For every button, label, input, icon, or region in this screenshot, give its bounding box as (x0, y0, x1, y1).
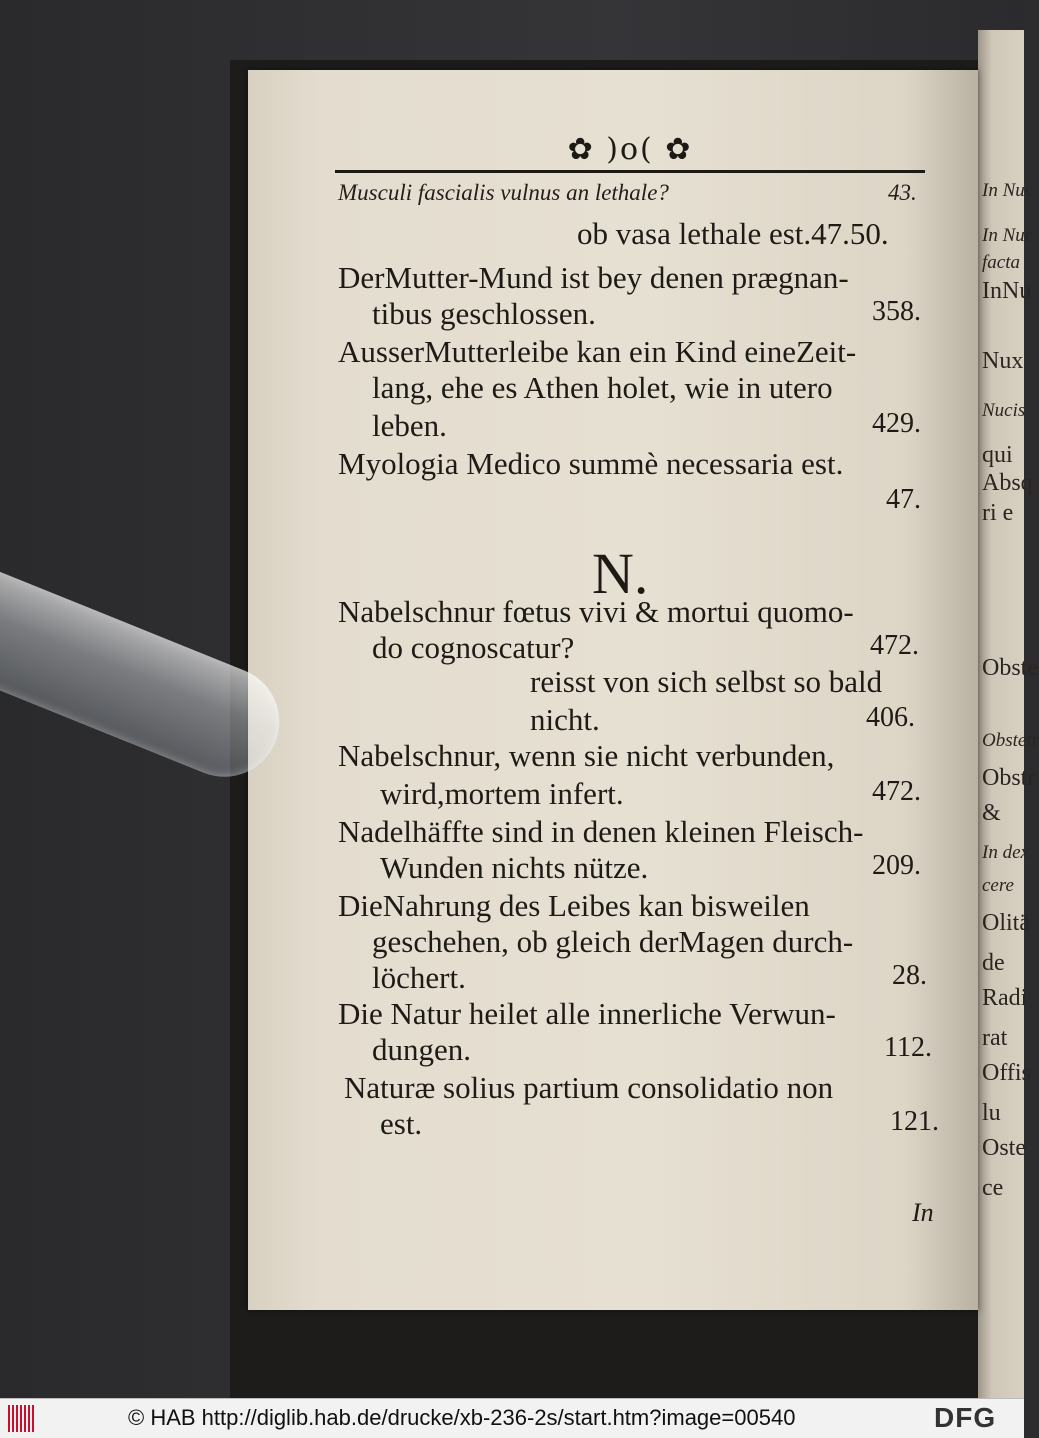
running-head: Musculi fascialis vulnus an lethale? (338, 180, 669, 205)
index-line: Nabelschnur fœtus vivi & mortui quomo- (338, 594, 854, 629)
page-ref: 112. (884, 1032, 932, 1063)
index-line: Wunden nichts nütze. (380, 850, 649, 885)
page-ref: 209. (872, 850, 921, 881)
index-line: geschehen, ob gleich derMagen durch- (372, 924, 854, 959)
index-line: do cognoscatur? (372, 630, 575, 665)
index-line: est. (380, 1106, 423, 1141)
index-line: ob vasa lethale est.47.50. (577, 216, 889, 251)
index-line: Nadelhäffte sind in denen kleinen Fleisch- (338, 814, 864, 849)
page-ref: 429. (872, 408, 921, 439)
index-line: lang, ehe es Athen holet, wie in utero (372, 370, 833, 405)
adjacent-fragment: Olitä (982, 910, 1030, 936)
adjacent-fragment: Obstr (982, 765, 1036, 791)
adjacent-fragment: ri e (982, 500, 1014, 526)
page-ref: 47. (886, 484, 921, 515)
section-letter: N. (592, 541, 649, 606)
adjacent-fragment: rat (982, 1025, 1008, 1051)
adjacent-fragment: Obstetr (982, 730, 1039, 751)
index-line: Myologia Medico summè necessaria est. (338, 446, 844, 481)
adjacent-fragment: Radi (982, 985, 1028, 1011)
index-line: reisst von sich selbst so bald (530, 664, 883, 699)
adjacent-fragment: cere (982, 875, 1014, 896)
footer-copyright-link[interactable]: © HAB http://diglib.hab.de/drucke/xb-236-2s/start.htm?image=00540 (128, 1405, 796, 1430)
adjacent-fragment: In Nuc (982, 180, 1034, 201)
index-line: Nabelschnur, wenn sie nicht verbunden, (338, 738, 835, 773)
header-ornament-icon: ✿ )o( ✿ (567, 132, 693, 167)
dfg-logo: DFG (934, 1402, 997, 1433)
adjacent-fragment: lu (982, 1100, 1001, 1126)
index-line: tibus geschlossen. (372, 296, 596, 331)
index-line: nicht. (530, 702, 600, 737)
index-line: leben. (372, 408, 447, 443)
adjacent-fragment: Nucis (982, 400, 1026, 421)
index-line: AusserMutterleibe kan ein Kind eineZeit- (338, 334, 857, 369)
adjacent-fragment: de (982, 950, 1005, 976)
adjacent-fragment: Obste (982, 655, 1038, 681)
page-ref: 28. (892, 960, 927, 991)
index-line: Naturæ solius partium consolidatio non (344, 1070, 834, 1105)
adjacent-fragment: Oste (982, 1135, 1026, 1161)
adjacent-fragment: ce (982, 1175, 1004, 1201)
page-ref: 472. (872, 776, 921, 807)
adjacent-fragment: qui (982, 442, 1013, 468)
index-line: DerMutter-Mund ist bey denen prægnan- (338, 260, 849, 295)
adjacent-fragment: In Nuc (982, 225, 1034, 246)
adjacent-fragment: Nux (982, 348, 1024, 374)
page-ref: 406. (866, 702, 915, 733)
adjacent-fragment: Offis (982, 1060, 1031, 1086)
index-line: wird,mortem infert. (380, 776, 624, 811)
page-ref: 472. (870, 630, 919, 661)
page-folio: 43. (888, 180, 917, 205)
index-line: Die Natur heilet alle innerliche Verwun- (338, 996, 836, 1031)
index-line: löchert. (372, 960, 466, 995)
adjacent-fragment: Absq (982, 470, 1033, 496)
adjacent-fragment: In dex (982, 842, 1029, 863)
adjacent-fragment: InNu (982, 278, 1032, 304)
adjacent-fragment: & (982, 800, 1001, 826)
catchword: In (912, 1198, 934, 1227)
index-line: DieNahrung des Leibes kan bisweilen (338, 888, 810, 923)
page-ref: 121. (890, 1106, 939, 1137)
adjacent-fragment: facta (982, 252, 1020, 273)
index-line: dungen. (372, 1032, 472, 1067)
hab-logo-icon (8, 1405, 36, 1432)
footer-bar (0, 1398, 1024, 1438)
page-ref: 358. (872, 296, 921, 327)
